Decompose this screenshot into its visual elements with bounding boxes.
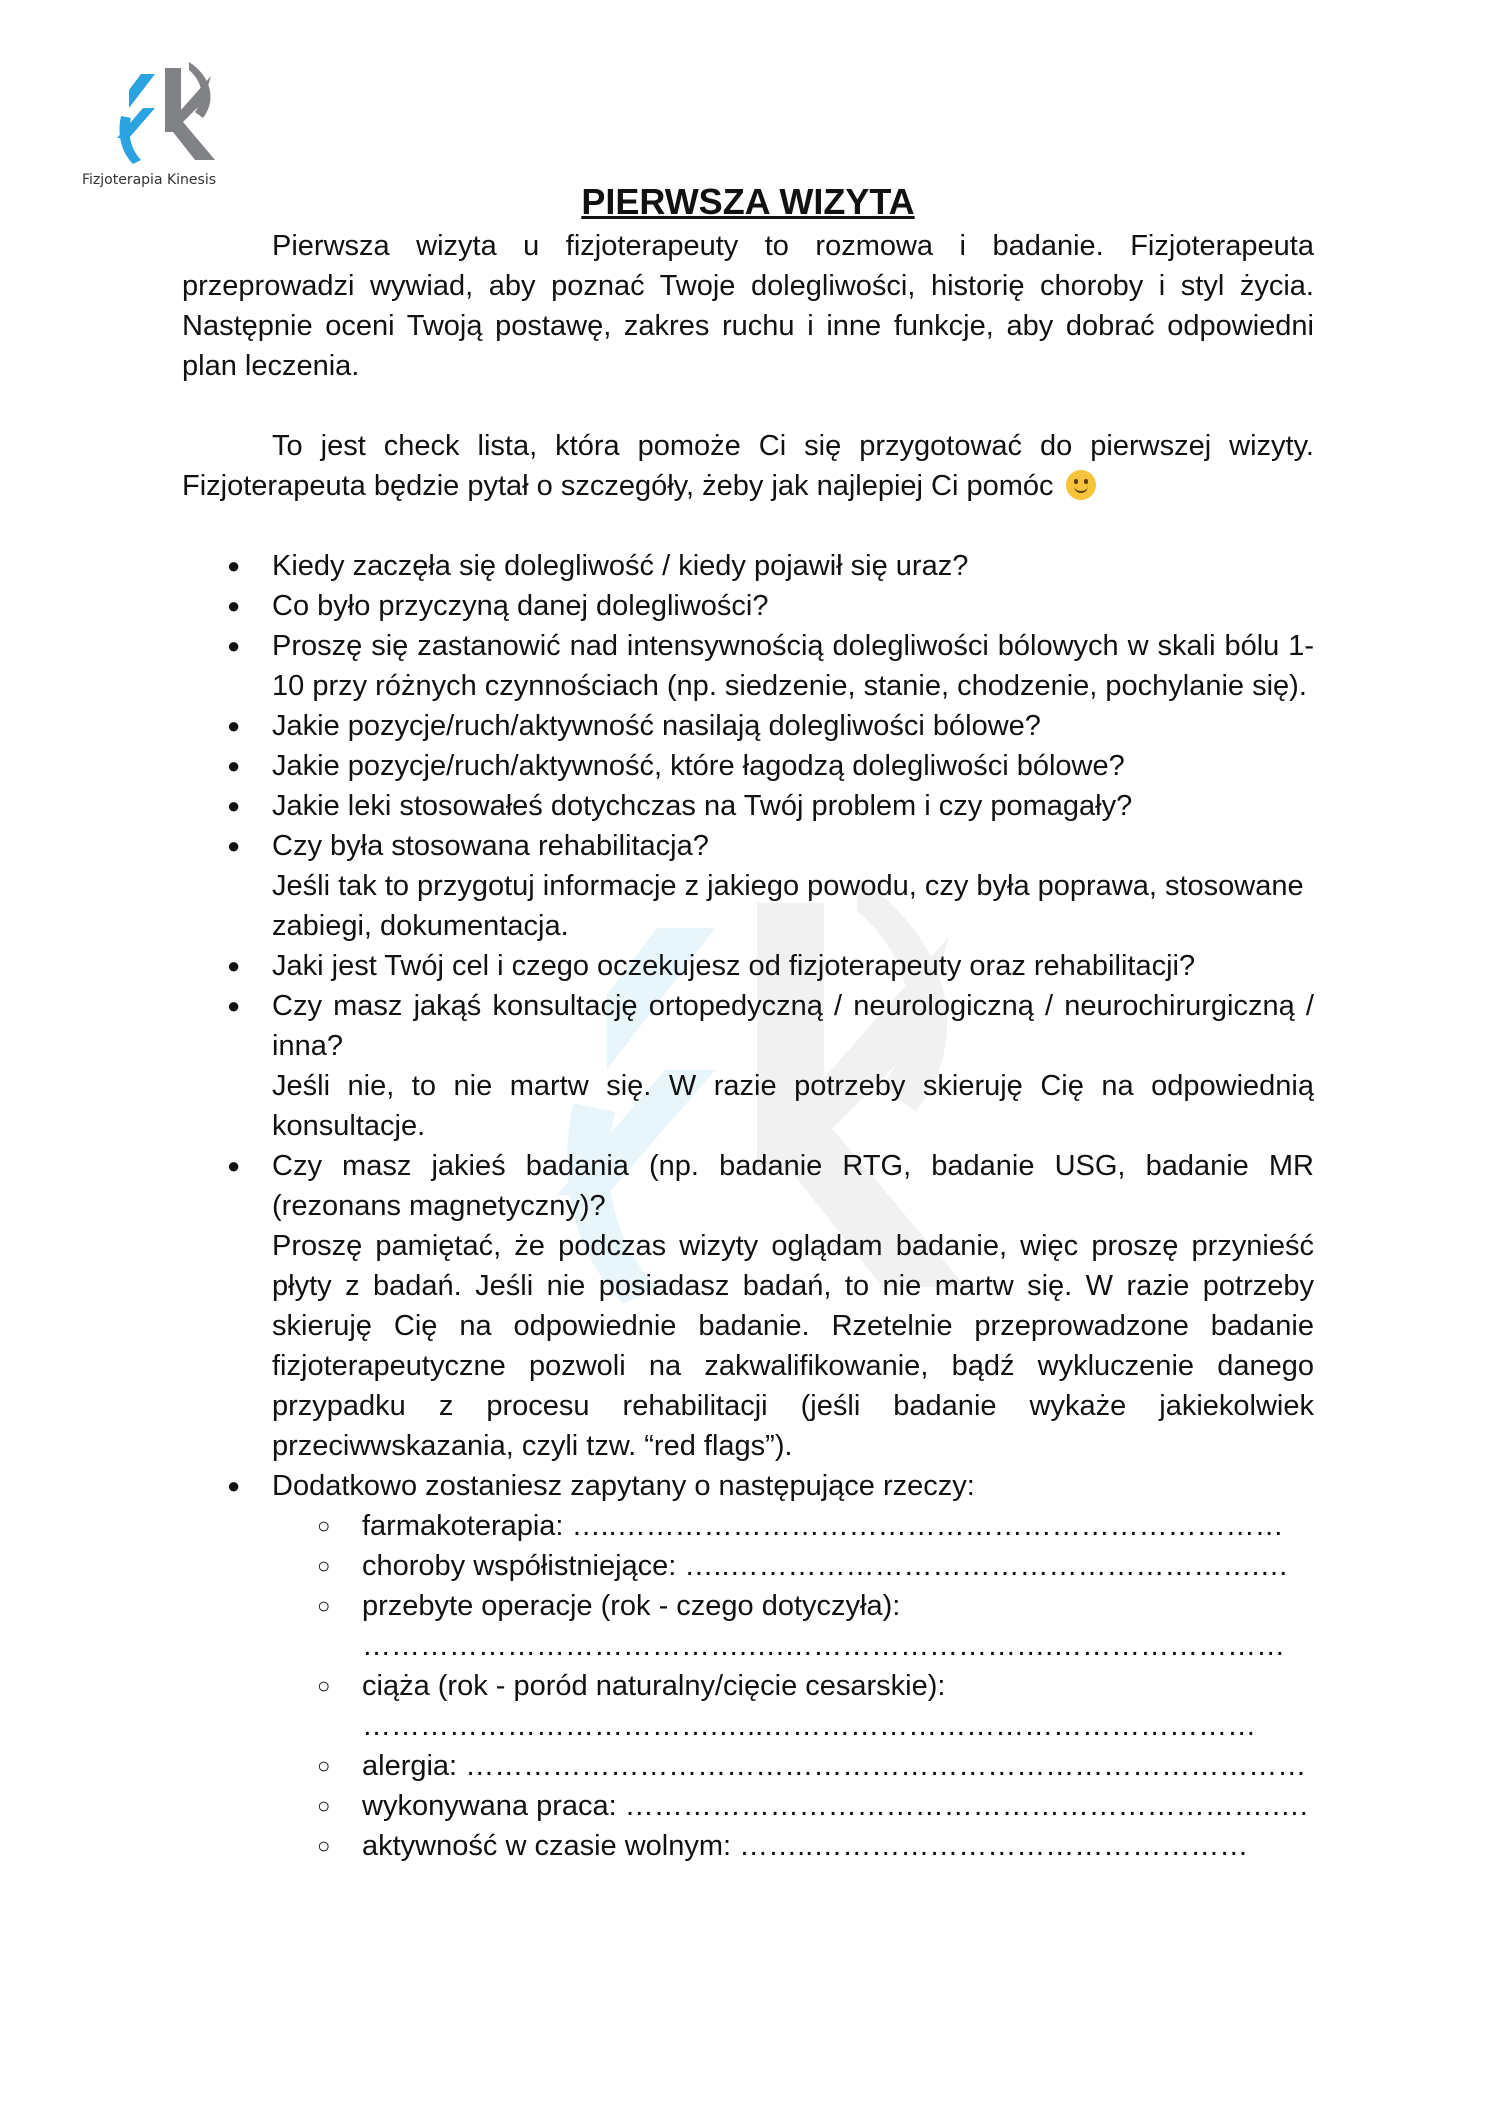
- list-item: ● Jakie pozycje/ruch/aktywność, które łagodzą dolegliwości bólowe?: [182, 746, 1314, 786]
- document-body: [182, 178, 1314, 1866]
- list-item: ● Dodatkowo zostaniesz zapytany o następujące rzeczy: ○ farmakoterapia: …..…………………………………………………………… ○ choroby współistniejące: …..……………………………………………….… ○ przebyte operacje (rok - czego dotyczyła): ………………………………….….……………………….…………………… ○ ciąża (rok - poród naturalny/cięcie cesarskie): ……………………………….…..…………………………………………… ○ alergia: …………………………………………………………………………… ○ wykonywana praca: ………………………………………………………….…. ○ aktywność w czasie wolnym: ……..………………………………………: [182, 1466, 1314, 1866]
- kinesis-logo-icon: [107, 60, 222, 168]
- smiley-emoji-icon: [1066, 470, 1096, 500]
- sub-list-item: ○ aktywność w czasie wolnym: ……..………………………………………: [272, 1826, 1314, 1866]
- fill-in-line[interactable]: ……………………………………………………………………………: [465, 1750, 1307, 1782]
- brand-logo: [82, 60, 252, 188]
- list-item: ● Co było przyczyną danej dolegliwości?: [182, 586, 1314, 626]
- list-item: ● Jaki jest Twój cel i czego oczekujesz od fizjoterapeuty oraz rehabilitacji?: [182, 946, 1314, 986]
- question-list: [182, 546, 1314, 1866]
- page-title: PIERWSZA WIZYTA: [581, 181, 915, 222]
- sub-list-item: ○ choroby współistniejące: …..……………………………………………….…: [272, 1546, 1314, 1586]
- list-item-note: Proszę pamiętać, że podczas wizyty oglądam badanie, więc proszę przynieść płyty z badań. Jeśli nie posiadasz badań, to nie martw się. W razie potrzeby skieruję Cię na odpowiednie badanie. Rzetelnie przeprowadzone badanie fizjoterapeutyczne pozwoli na zakwalifikowanie, bądź wykluczenie danego przypadku z procesu rehabilitacji (jeśli badanie wykaże jakiekolwiek przeciwwskazania, czyli tzw. “red flags”).: [272, 1230, 1314, 1462]
- list-item-note: Jeśli tak to przygotuj informacje z jakiego powodu, czy była poprawa, stosowane zabiegi, dokumentacja.: [272, 870, 1304, 942]
- sub-list-item: ○ przebyte operacje (rok - czego dotyczyła): ………………………………….….……………………….……………………: [272, 1586, 1314, 1666]
- list-item: ● Jakie leki stosowałeś dotychczas na Twój problem i czy pomagały?: [182, 786, 1314, 826]
- list-item: ● Czy była stosowana rehabilitacja? Jeśli tak to przygotuj informacje z jakiego powodu, czy była poprawa, stosowane zabiegi, dokumentacja.: [182, 826, 1314, 946]
- list-item: ● Proszę się zastanowić nad intensywnością dolegliwości bólowych w skali bólu 1-10 przy różnych czynnościach (np. siedzenie, stanie, chodzenie, pochylanie się).: [182, 626, 1314, 706]
- sub-list-item: ○ alergia: ……………………………………………………………………………: [272, 1746, 1314, 1786]
- logo-text: Fizjoterapia Kinesis: [82, 172, 217, 188]
- sub-list-item: ○ ciąża (rok - poród naturalny/cięcie cesarskie): ……………………………….…..……………………………………………: [272, 1666, 1314, 1746]
- list-item: ● Czy masz jakąś konsultację ortopedyczną / neurologiczną / neurochirurgiczną / inna? Jeśli nie, to nie martw się. W razie potrzeby skieruję Cię na odpowiednią konsultacje.: [182, 986, 1314, 1146]
- list-item: ● Czy masz jakieś badania (np. badanie RTG, badanie USG, badanie MR (rezonans magnetyczny)? Proszę pamiętać, że podczas wizyty oglądam badanie, więc proszę przynieść płyty z badań. Jeśli nie posiadasz badań, to nie martw się. W razie potrzeby skieruję Cię na odpowiednie badanie. Rzetelnie przeprowadzone badanie fizjoterapeutyczne pozwoli na zakwalifikowanie, bądź wykluczenie danego przypadku z procesu rehabilitacji (jeśli badanie wykaże jakiekolwiek przeciwwskazania, czyli tzw. “red flags”).: [182, 1146, 1314, 1466]
- list-item-note: Jeśli nie, to nie martw się. W razie potrzeby skieruję Cię na odpowiednią konsultacje.: [272, 1070, 1314, 1142]
- checklist-intro-text: To jest check lista, która pomoże Ci się przygotować do pierwszej wizyty. Fizjoterapeuta będzie pytał o szczegóły, żeby jak najlepiej Ci pomóc: [182, 430, 1314, 502]
- list-item: ● Jakie pozycje/ruch/aktywność nasilają dolegliwości bólowe?: [182, 706, 1314, 746]
- fill-in-line[interactable]: ……..………………………………………: [739, 1830, 1249, 1862]
- fill-in-line[interactable]: ………………………………….….……………………….……………………: [362, 1630, 1286, 1662]
- checklist-intro-paragraph: [182, 426, 1314, 506]
- fill-in-line[interactable]: …..……………………………………………….…: [684, 1550, 1289, 1582]
- fill-in-line[interactable]: …..……………………………………………………………: [571, 1510, 1284, 1542]
- list-item: ● Kiedy zaczęła się dolegliwość / kiedy pojawił się uraz?: [182, 546, 1314, 586]
- fill-in-line[interactable]: ………………………………………………………….….: [624, 1790, 1308, 1822]
- sub-list-item: ○ farmakoterapia: …..……………………………………………………………: [272, 1506, 1314, 1546]
- sub-list-item: ○ wykonywana praca: ………………………………………………………….….: [272, 1786, 1314, 1826]
- fill-in-line[interactable]: ……………………………….…..……………………………………………: [362, 1710, 1257, 1742]
- additional-info-list: [272, 1506, 1314, 1866]
- intro-paragraph: Pierwsza wizyta u fizjoterapeuty to rozmowa i badanie. Fizjoterapeuta przeprowadzi wywiad, aby poznać Twoje dolegliwości, historię choroby i styl życia. Następnie oceni Twoją postawę, zakres ruchu i inne funkcje, aby dobrać odpowiedni plan leczenia.: [182, 230, 1314, 382]
